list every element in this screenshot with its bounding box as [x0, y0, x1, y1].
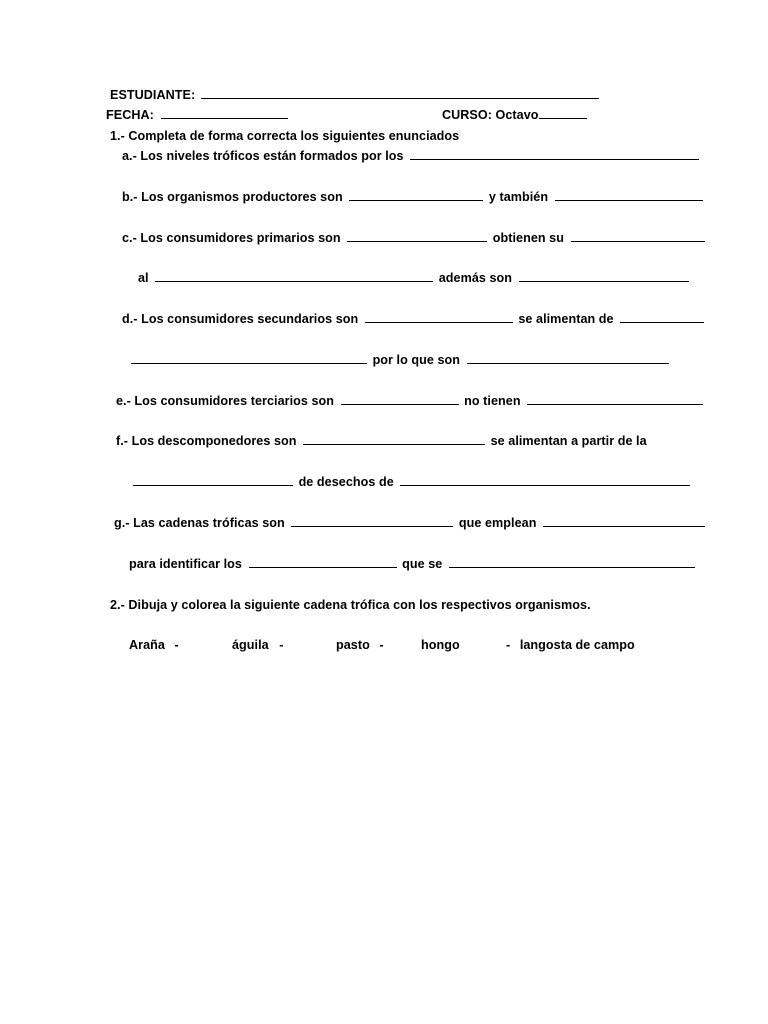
- item-f-blank-1[interactable]: [303, 433, 485, 445]
- item-c-text-1: c.- Los consumidores primarios son: [122, 231, 341, 245]
- item-c-text-4: además son: [438, 271, 513, 285]
- item-b-text-1: b.- Los organismos productores son: [122, 190, 343, 204]
- chain-separator-1: -: [174, 638, 179, 652]
- item-g-blank-1[interactable]: [291, 515, 453, 527]
- organism-chain-row-5: [506, 636, 635, 654]
- item-g-line1: [114, 514, 705, 532]
- item-b-blank-2[interactable]: [555, 189, 703, 201]
- organism-chain-row-3: [336, 636, 384, 654]
- item-g-text-2: que emplean: [458, 516, 537, 530]
- section1-title-text: 1.- Completa de forma correcta los siguientes enunciados: [110, 129, 460, 143]
- date-row: [106, 106, 288, 124]
- item-c-text-3: al: [138, 271, 149, 285]
- item-b-text-2: y también: [488, 190, 549, 204]
- organism-3: pasto: [336, 638, 370, 652]
- item-g-text-1: g.- Las cadenas tróficas son: [114, 516, 285, 530]
- item-f-line2: [133, 473, 690, 491]
- student-label: ESTUDIANTE:: [110, 88, 196, 102]
- item-a-text: a.- Los niveles tróficos están formados por los: [122, 149, 404, 163]
- organism-chain-row: [129, 636, 179, 654]
- chain-separator-3: -: [379, 638, 384, 652]
- item-g-blank-2[interactable]: [543, 515, 705, 527]
- course-blank[interactable]: [539, 107, 587, 119]
- student-row: [110, 86, 599, 104]
- date-blank[interactable]: [161, 107, 288, 119]
- item-d-text-1: d.- Los consumidores secundarios son: [122, 312, 359, 326]
- organism-chain-row-4: [421, 636, 460, 654]
- item-f-text-1: f.- Los descomponedores son: [116, 434, 297, 448]
- item-d-blank-1[interactable]: [365, 311, 513, 323]
- item-e: [116, 392, 703, 410]
- date-label: FECHA:: [106, 108, 154, 122]
- item-f-blank-2[interactable]: [133, 474, 293, 486]
- item-e-text-1: e.- Los consumidores terciarios son: [116, 394, 335, 408]
- organism-2: águila: [232, 638, 269, 652]
- item-d-line1: [122, 310, 704, 328]
- section2-title: [110, 596, 591, 614]
- item-g-line2: [129, 555, 695, 573]
- section2-title-text: 2.- Dibuja y colorea la siguiente cadena trófica con los respectivos organismos.: [110, 598, 591, 612]
- organism-5: langosta de campo: [519, 638, 635, 652]
- item-b-blank-1[interactable]: [349, 189, 483, 201]
- item-c-line1: [122, 229, 705, 247]
- item-c-line2: [138, 269, 689, 287]
- organism-chain-row-2: [232, 636, 284, 654]
- item-f-text-2: se alimentan a partir de la: [490, 434, 647, 448]
- item-a-blank-1[interactable]: [410, 148, 699, 160]
- item-a: [122, 147, 699, 165]
- item-g-blank-3[interactable]: [249, 556, 397, 568]
- item-c-blank-3[interactable]: [155, 270, 433, 282]
- item-d-blank-2[interactable]: [620, 311, 704, 323]
- item-c-blank-4[interactable]: [519, 270, 689, 282]
- organism-1: Araña: [129, 638, 165, 652]
- item-g-blank-4[interactable]: [449, 556, 695, 568]
- item-c-blank-1[interactable]: [347, 230, 487, 242]
- course-row: [442, 106, 587, 124]
- item-g-text-3: para identificar los: [129, 557, 242, 571]
- item-d-blank-3[interactable]: [131, 352, 367, 364]
- course-label: CURSO: Octavo: [442, 108, 539, 122]
- item-f-line1: [116, 432, 647, 450]
- chain-separator-4: -: [506, 638, 511, 652]
- section1-title: [110, 127, 459, 145]
- item-c-text-2: obtienen su: [492, 231, 564, 245]
- student-name-blank[interactable]: [201, 87, 599, 99]
- item-f-text-3: de desechos de: [298, 475, 394, 489]
- organism-4: hongo: [421, 638, 460, 652]
- item-g-text-4: que se: [402, 557, 443, 571]
- item-d-text-2: se alimentan de: [518, 312, 614, 326]
- item-c-blank-2[interactable]: [571, 230, 705, 242]
- item-d-line2: [131, 351, 669, 369]
- item-e-text-2: no tienen: [464, 394, 521, 408]
- chain-separator-2: -: [279, 638, 284, 652]
- item-e-blank-2[interactable]: [527, 393, 703, 405]
- item-b: [122, 188, 703, 206]
- item-f-blank-3[interactable]: [400, 474, 690, 486]
- item-e-blank-1[interactable]: [341, 393, 459, 405]
- item-d-blank-4[interactable]: [467, 352, 669, 364]
- item-d-text-3: por lo que son: [372, 353, 461, 367]
